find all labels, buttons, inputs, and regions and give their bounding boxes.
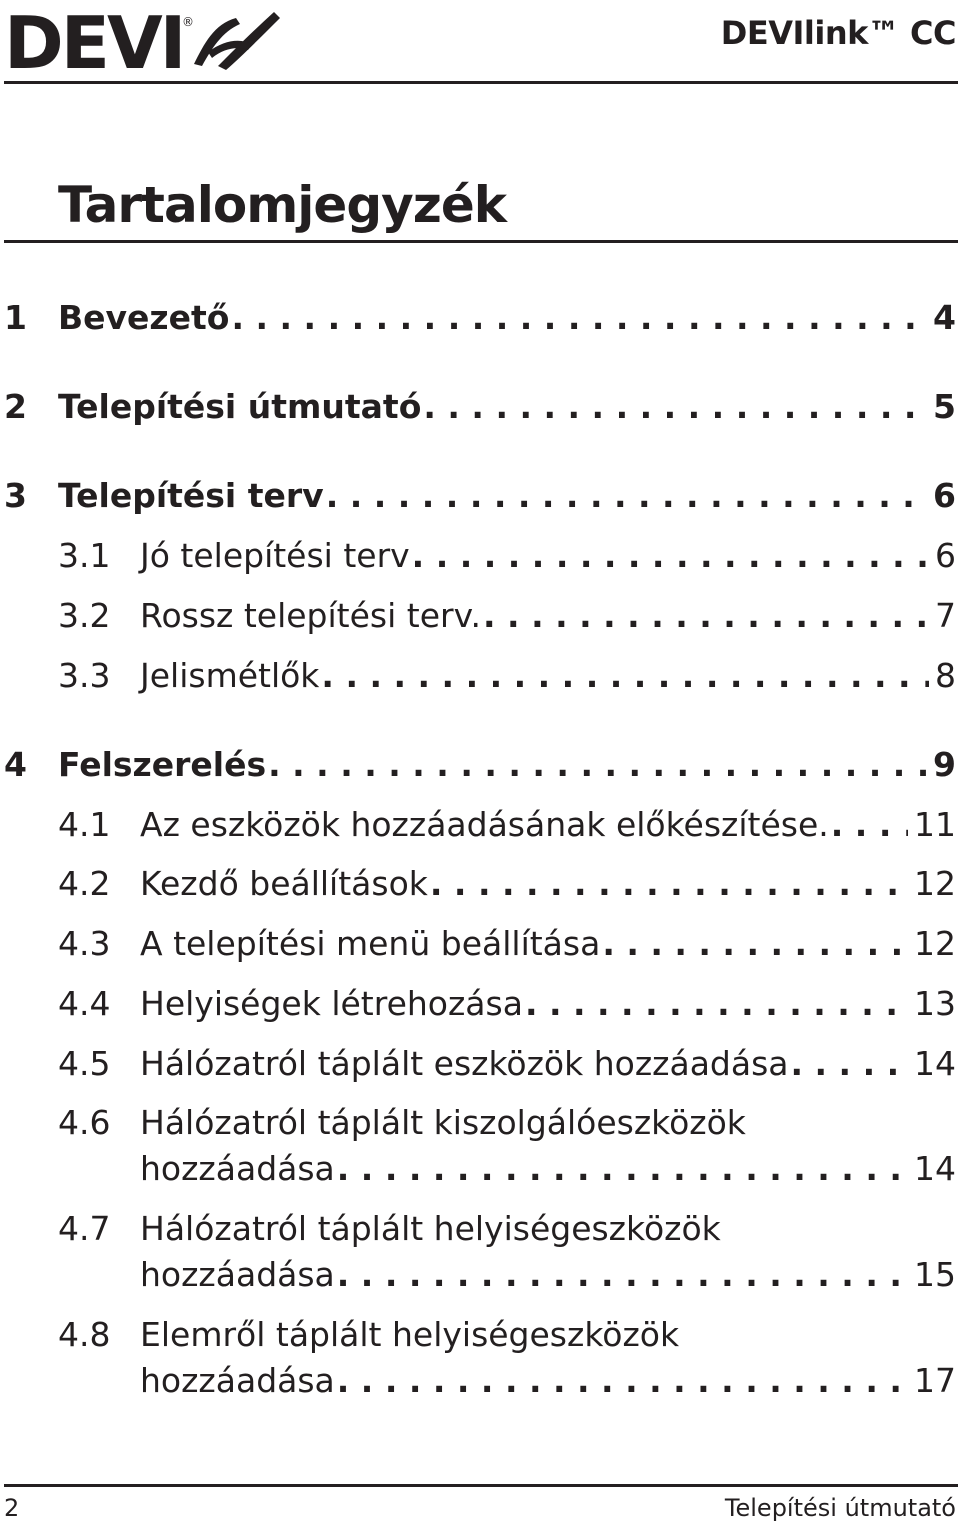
toc-title: Hálózatról táplált eszközök hozzáadása: [140, 1044, 789, 1083]
toc-page-number: 6: [935, 536, 956, 575]
document-title: DEVIlink™ CC: [720, 14, 956, 52]
toc-page-number: 15: [914, 1255, 956, 1294]
devi-logo: [4, 4, 284, 74]
toc-number: 4.8: [58, 1315, 111, 1354]
toc-number: 4.6: [58, 1103, 111, 1142]
toc-entry-4-6[interactable]: [0, 1101, 960, 1193]
toc-page-number: 9: [933, 745, 956, 784]
toc-page-number: 5: [933, 387, 956, 426]
toc-page-number: 14: [914, 1044, 956, 1083]
toc-number: 4.1: [58, 805, 111, 844]
footer-section-title: Telepítési útmutató: [724, 1494, 956, 1522]
toc-page-number: 12: [914, 864, 956, 903]
toc-leader-dots: [831, 803, 908, 847]
toc-page-number: 4: [933, 298, 956, 337]
toc-title: hozzáadása: [140, 1255, 335, 1294]
toc-leader-dots: [412, 534, 929, 578]
toc-title: Telepítési útmutató: [58, 387, 422, 426]
toc-title-line1: Elemről táplált helyiségeszközök: [140, 1315, 680, 1354]
toc-title: hozzáadása: [140, 1149, 335, 1188]
toc-number: 4.4: [58, 984, 111, 1023]
toc-title: hozzáadása: [140, 1361, 335, 1400]
toc-title-line1: Hálózatról táplált kiszolgálóeszközök: [140, 1103, 746, 1142]
toc-leader-dots: [423, 385, 927, 429]
toc-number: 3.2: [58, 596, 111, 635]
toc-page-number: 7: [935, 596, 956, 635]
toc-leader-dots: [337, 1359, 908, 1403]
toc-leader-dots: [525, 982, 908, 1026]
toc-title: Felszerelés: [58, 745, 267, 784]
toc-number: 4.2: [58, 864, 111, 903]
svg-text:®: ®: [182, 15, 194, 29]
toc-title: Helyiségek létrehozása: [140, 984, 523, 1023]
toc-number: 3: [4, 476, 27, 515]
toc-page-number: 14: [914, 1149, 956, 1188]
page-header: [0, 0, 960, 84]
toc-number: 4: [4, 745, 27, 784]
toc-page-number: 6: [933, 476, 956, 515]
toc-leader-dots: [268, 743, 927, 787]
toc-entry-4-7[interactable]: [0, 1207, 960, 1299]
toc-entry-4-8[interactable]: [0, 1313, 960, 1405]
toc-title: Az eszközök hozzáadásának előkészítése.: [140, 805, 829, 844]
svg-text:DEVI: DEVI: [4, 4, 184, 74]
toc-page-number: 17: [914, 1361, 956, 1400]
footer-page-number: 2: [4, 1494, 20, 1522]
toc-number: 4.3: [58, 924, 111, 963]
toc-leader-dots: [337, 1147, 908, 1191]
toc-title: A telepítési menü beállítása: [140, 924, 601, 963]
toc-leader-dots: [326, 474, 927, 518]
toc-page-number: 12: [914, 924, 956, 963]
toc-title: Kezdő beállítások: [140, 864, 428, 903]
footer-divider: [4, 1484, 958, 1487]
toc-title: Jó telepítési terv: [140, 536, 410, 575]
toc-number: 2: [4, 387, 27, 426]
toc-number: 4.5: [58, 1044, 111, 1083]
toc-title: Bevezető: [58, 298, 230, 337]
toc-page-number: 11: [914, 805, 956, 844]
toc-leader-dots: [602, 922, 908, 966]
toc-title: Telepítési terv: [58, 476, 324, 515]
toc-leader-dots: [791, 1042, 909, 1086]
toc-number: 3.3: [58, 656, 111, 695]
toc-leader-dots: [337, 1253, 908, 1297]
toc-number: 3.1: [58, 536, 111, 575]
toc-page-number: 13: [914, 984, 956, 1023]
toc-title: Jelismétlők: [140, 656, 320, 695]
toc-title: Rossz telepítési terv.: [140, 596, 482, 635]
toc-leader-dots: [231, 296, 927, 340]
toc-number: 1: [4, 298, 27, 337]
toc-page-number: 8: [935, 656, 956, 695]
header-divider: [4, 81, 958, 84]
toc-leader-dots: [321, 654, 929, 698]
toc-leader-dots: [483, 594, 929, 638]
toc-title-line1: Hálózatról táplált helyiségeszközök: [140, 1209, 721, 1248]
toc-leader-dots: [430, 862, 908, 906]
toc-number: 4.7: [58, 1209, 111, 1248]
page-title: Tartalomjegyzék: [58, 176, 506, 234]
title-divider: [4, 240, 958, 243]
